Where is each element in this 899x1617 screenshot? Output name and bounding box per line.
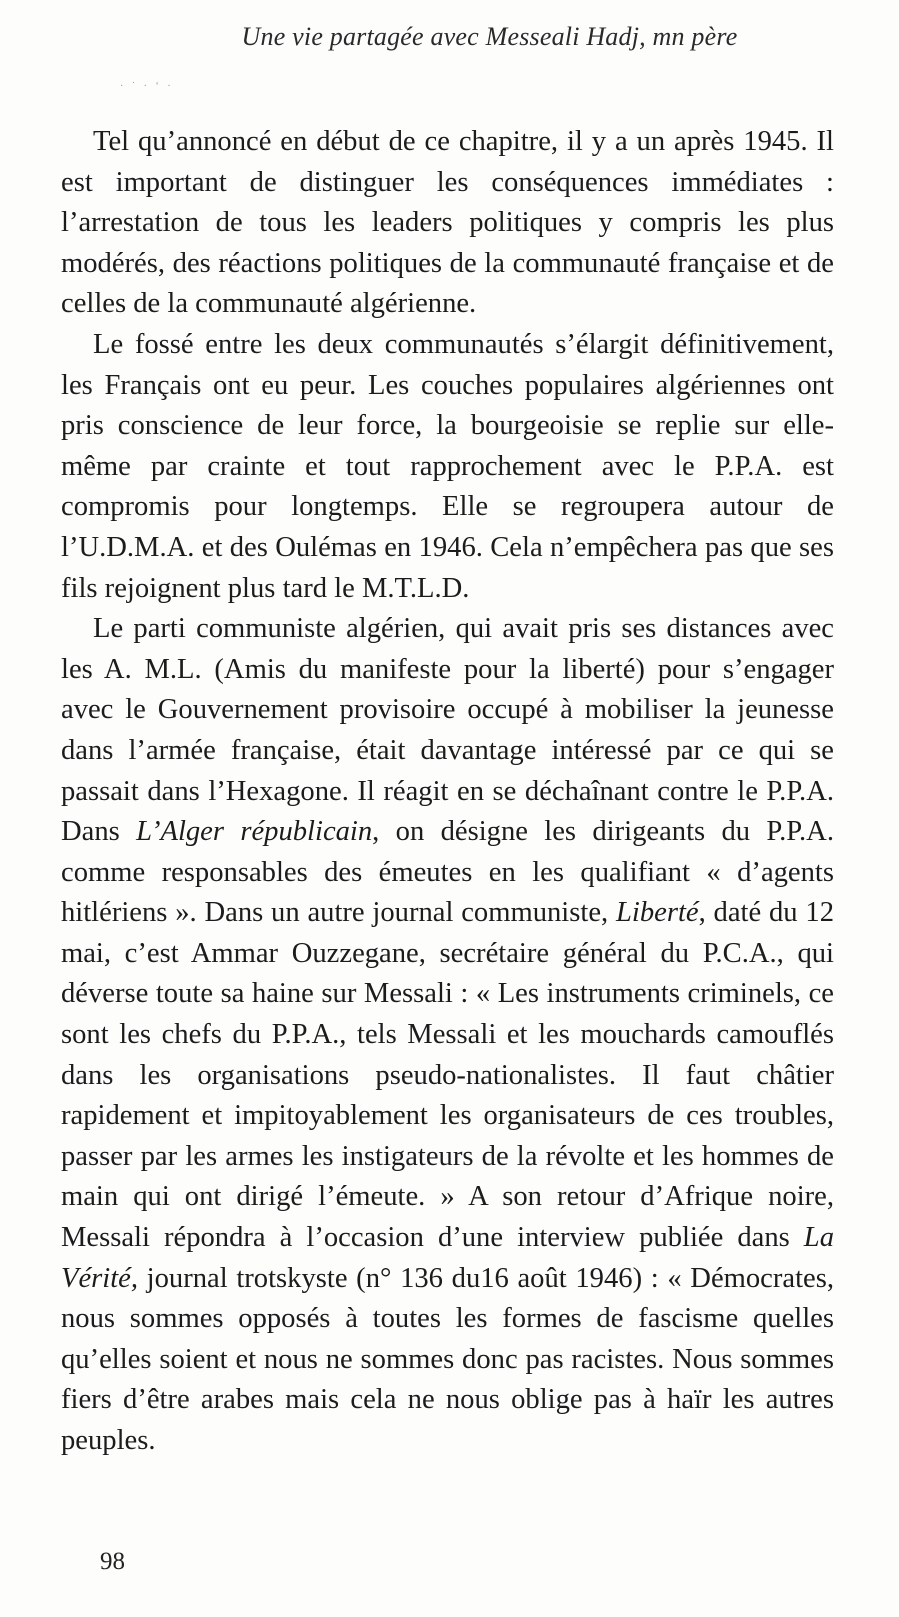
paragraph-text: , on désigne les dirigeants du P.P.A. comme responsables des émeutes en les qualifiant « d’agents hitlériens ». Dans un autre journal communiste, bbox=[61, 816, 834, 929]
paragraph-text: , daté du 12 mai, c’est Ammar Ouzzegane, secrétaire général du P.C.A., qui déverse toute sa haine sur Messali : « Les instruments criminels, ce sont les chefs du P.P.A., tels Messali et les mouchards camouflés dans les organisations pseudo-nationalistes. Il faut châtier rapidement et impitoyablement les organisateurs de ces troubles, passer par les armes les instigateurs de la révolte et les hommes de main qui ont dirigé l’émeute. » A son retour d’Afrique noire, Messali répondra à l’occasion d’une interview publiée dans bbox=[61, 897, 835, 1254]
running-head: Une vie partagée avec Messeali Hadj, mn père bbox=[241, 22, 738, 51]
paragraph-text: Le fossé entre les deux communautés s’élargit définitivement, les Français ont eu peur. Les couches populaires algériennes ont pris conscience de leur force, la bourgeoisie se replie sur elle-même par crainte et tout rapprochement avec le P.P.A. est compromis pour longtemps. Elle se regroupera autour de l’U.D.M.A. et des Oulémas en 1946. Cela n’empêchera pas que ses fils rejoignent plus tard le M.T.L.D. bbox=[61, 328, 834, 604]
paragraph-1 bbox=[61, 122, 834, 325]
newspaper-title: L’Alger républicain bbox=[136, 816, 373, 848]
paragraph-2 bbox=[61, 325, 834, 609]
paragraph-text: Le parti communiste algérien, qui avait pris ses distances avec les A. M.L. (Amis du manifeste pour la liberté) pour s’engager avec le Gouvernement provisoire occupé à mobiliser la jeunesse dans l’armée française, était davantage intéressé par ce qui se passait dans l’Hexagone. Il réagit en se déchaînant contre le P.P.A. Dans bbox=[61, 613, 834, 848]
page-number: 98 bbox=[100, 1548, 125, 1575]
newspaper-title: La Vérité, bbox=[61, 1222, 834, 1294]
paragraph-text: journal trotskyste (n° 136 du16 août 1946) : « Démocrates, nous sommes opposés à toutes les formes de fascisme quelles qu’elles soient et nous ne sommes donc pas racistes. Nous sommes fiers d’être arabes mais cela ne nous oblige pas à haïr les autres peuples. bbox=[61, 1262, 834, 1456]
paragraph-text: Tel qu’annoncé en début de ce chapitre, il y a un après 1945. Il est important de distinguer les conséquences immédiates : l’arrestation de tous les leaders politiques y compris les plus modérés, des réactions politiques de la communauté française et de celles de la communauté algérienne. bbox=[61, 126, 834, 320]
paragraph-3 bbox=[61, 609, 834, 1461]
scan-speck: · ˙ · ‘ · bbox=[120, 81, 174, 92]
body-text bbox=[61, 122, 834, 1462]
newspaper-title: Liberté bbox=[615, 897, 699, 929]
